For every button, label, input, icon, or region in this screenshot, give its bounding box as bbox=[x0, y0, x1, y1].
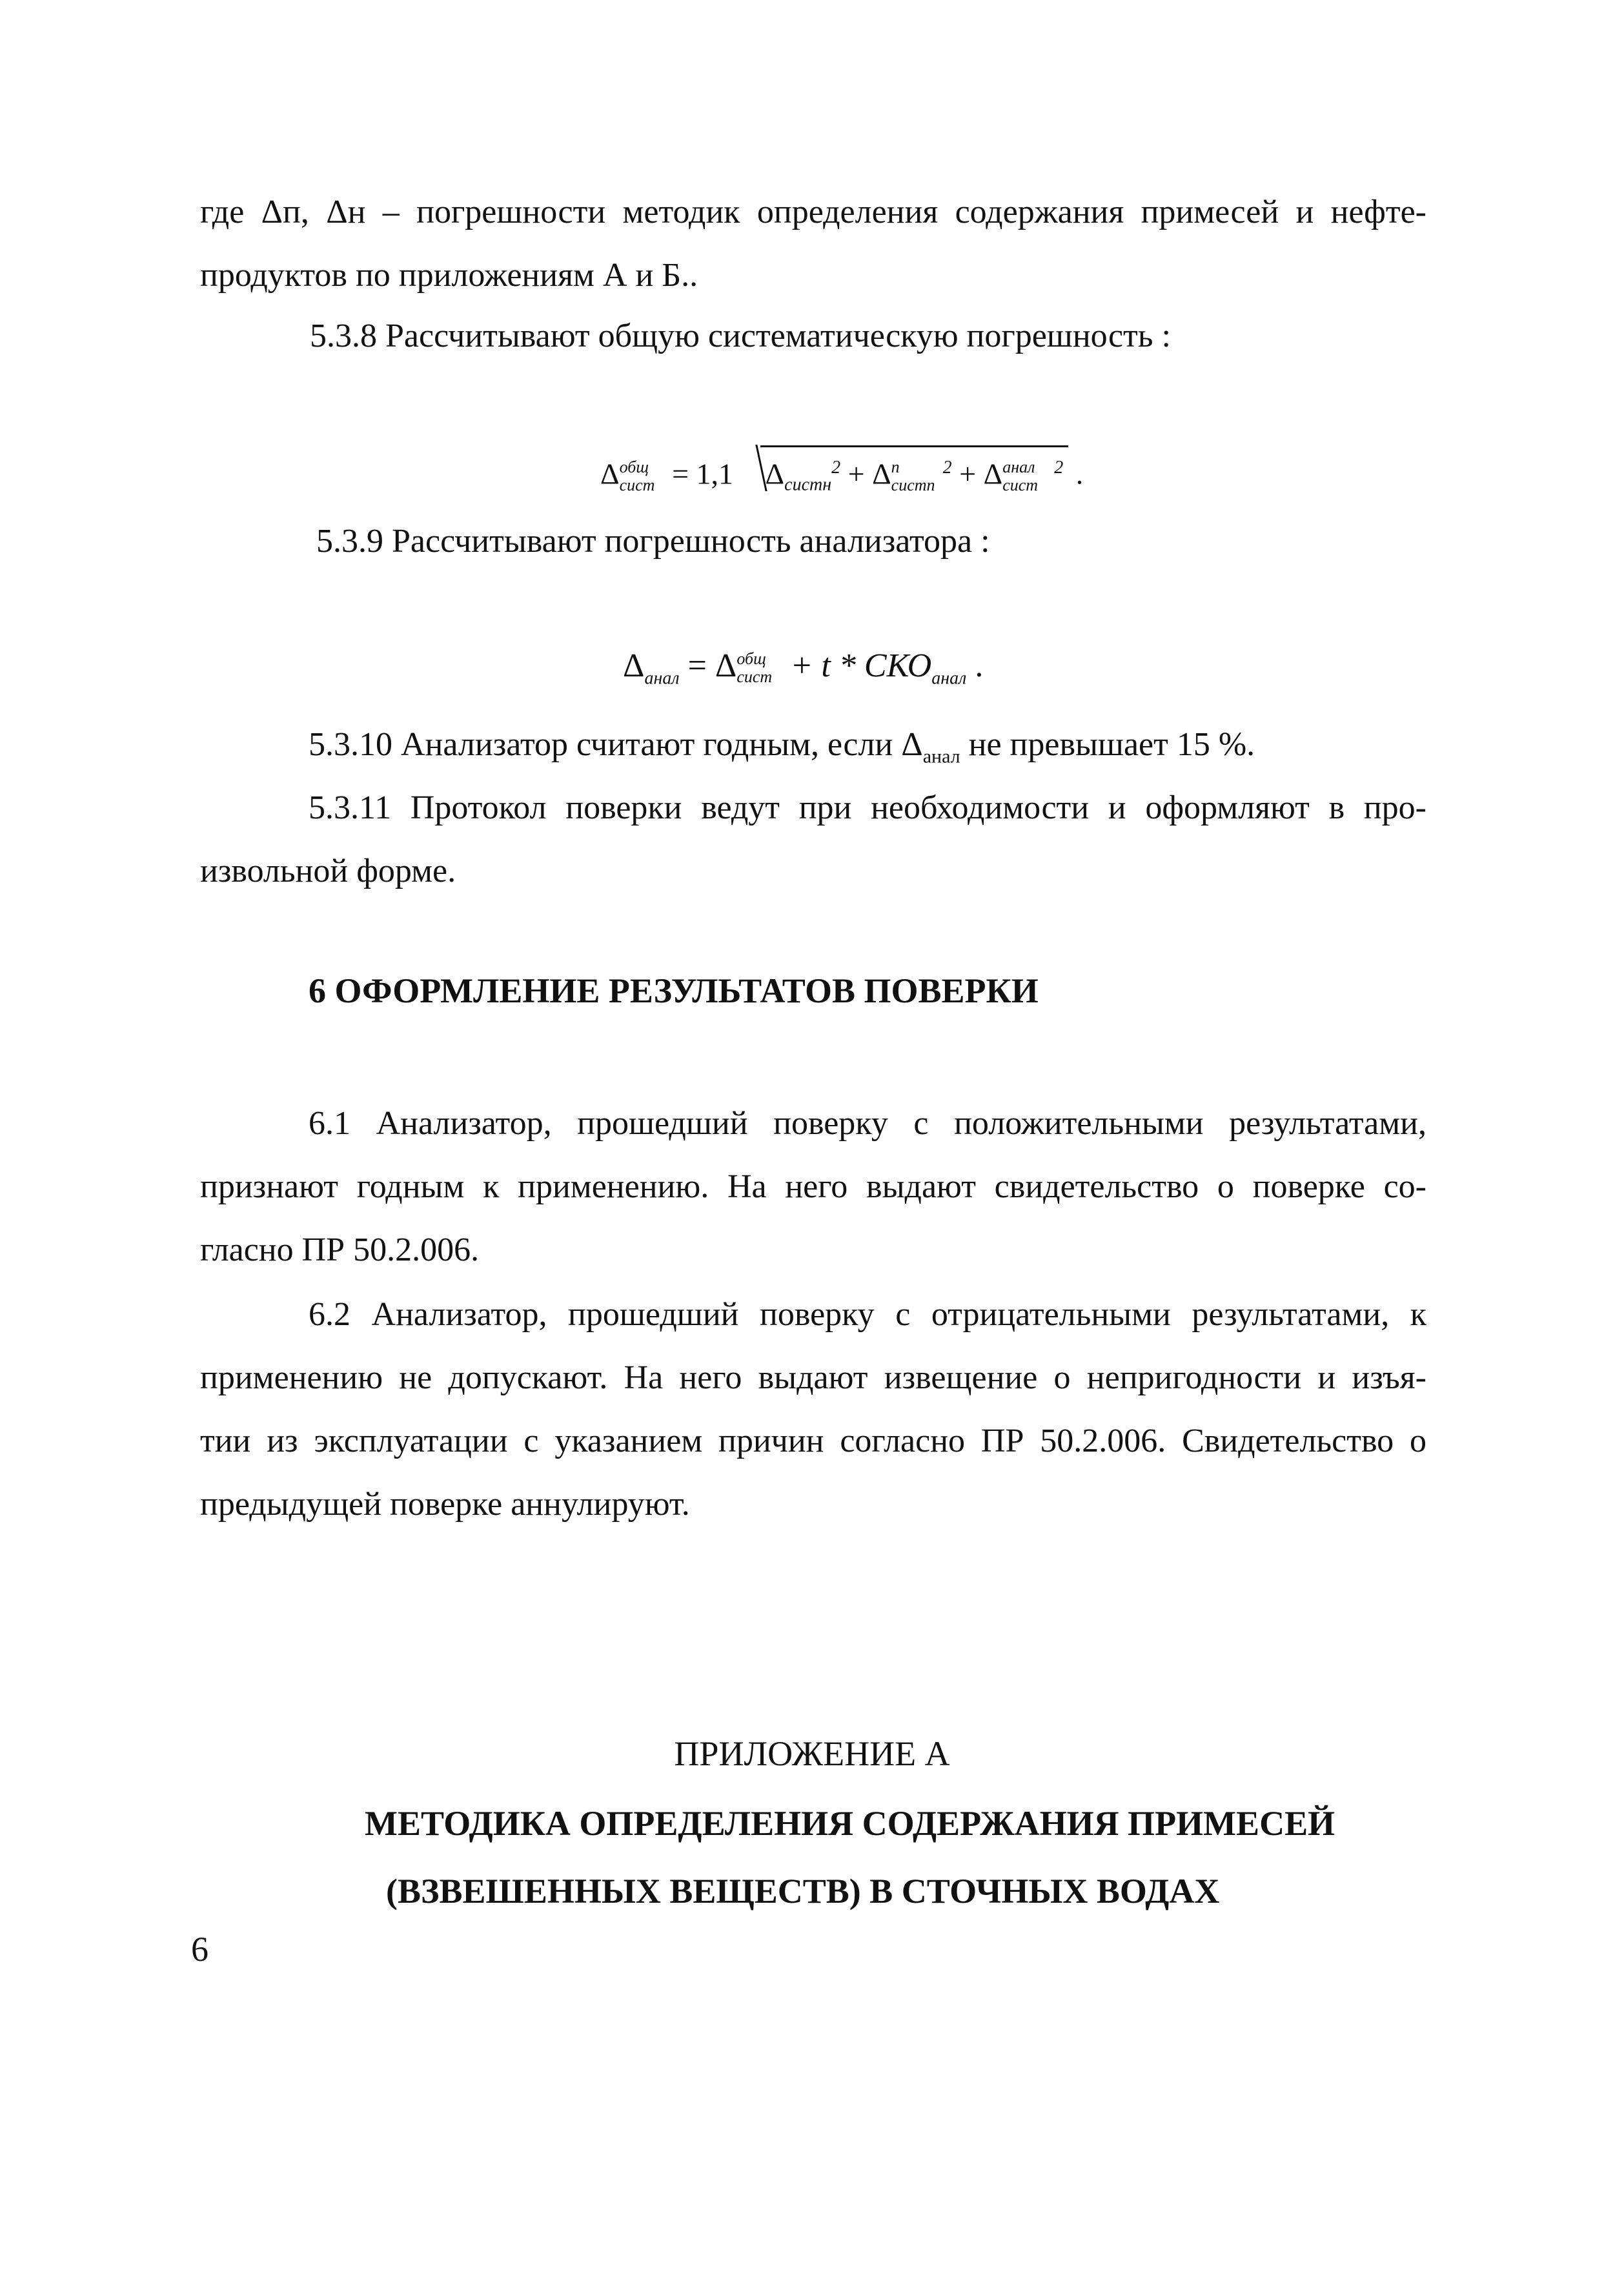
formula-symbol: Δ bbox=[623, 647, 645, 684]
text-line: 6.1 Анализатор, прошедший поверку с положительными результатами, bbox=[309, 1105, 1426, 1142]
text-line: признают годным к применению. На него выдают свидетельство о поверке со- bbox=[200, 1168, 1426, 1205]
text-line: применению не допускают. На него выдают извещение о непригодности и изъя- bbox=[200, 1359, 1426, 1396]
formula-sup: общ bbox=[619, 457, 649, 476]
formula-end: . bbox=[975, 647, 984, 684]
text-line: гласно ПР 50.2.006. bbox=[200, 1231, 480, 1268]
formula-sub: сист bbox=[1002, 475, 1039, 494]
formula-sqrt bbox=[760, 445, 1069, 505]
formula-sub: анал bbox=[644, 668, 680, 689]
formula-sub: анал bbox=[931, 668, 967, 689]
formula-plus: + bbox=[959, 457, 977, 491]
clause-text: не превышает 15 %. bbox=[960, 726, 1255, 763]
formula-plus: + bbox=[848, 457, 865, 491]
text-line: тии из эксплуатации с указанием причин согласно ПР 50.2.006. Свидетельство о bbox=[200, 1423, 1426, 1459]
appendix-title-line-1: МЕТОДИКА ОПРЕДЕЛЕНИЯ СОДЕРЖАНИЯ ПРИМЕСЕЙ bbox=[365, 1804, 1335, 1843]
page-number: 6 bbox=[191, 1930, 208, 1969]
formula-indices bbox=[891, 458, 943, 496]
appendix-title-line-2: (ВЗВЕШЕННЫХ ВЕЩЕСТВ) В СТОЧНЫХ ВОДАХ bbox=[386, 1872, 1220, 1910]
formula-indices bbox=[620, 458, 665, 496]
clause-5-3-8: 5.3.8 Рассчитывают общую систематическую погрешность : bbox=[310, 318, 1171, 354]
text-line: продуктов по приложениям А и Б.. bbox=[200, 257, 698, 294]
clause-5-3-11 bbox=[200, 776, 1426, 903]
clause-text: 5.3.10 Анализатор считают годным, если Δ bbox=[309, 726, 923, 763]
text-line: 6.2 Анализатор, прошедший поверку с отрицательными результатами, к bbox=[309, 1296, 1426, 1333]
clause-6-1 bbox=[200, 1092, 1426, 1282]
formula-sub: систп bbox=[891, 475, 935, 494]
formula-analyzer-error bbox=[623, 647, 983, 698]
section-6-heading: 6 ОФОРМЛЕНИЕ РЕЗУЛЬТАТОВ ПОВЕРКИ bbox=[309, 971, 1039, 1010]
formula-exp: 2 bbox=[942, 458, 952, 478]
text-line: извольной форме. bbox=[200, 853, 456, 889]
formula-indices bbox=[736, 649, 782, 688]
formula-total-systematic-error bbox=[600, 445, 1083, 505]
text-line: где Δп, Δн – погрешности методик определения содержания примесей и нефте- bbox=[200, 194, 1426, 230]
formula-sup: анал bbox=[1002, 457, 1035, 476]
text-line: предыдущей поверке аннулируют. bbox=[200, 1486, 690, 1523]
clause-6-2 bbox=[200, 1283, 1426, 1536]
formula-sup: общ bbox=[736, 649, 766, 669]
appendix-label: ПРИЛОЖЕНИЕ А bbox=[674, 1734, 950, 1773]
clause-sub: анал bbox=[922, 745, 960, 767]
formula-symbol: Δ bbox=[600, 457, 620, 491]
formula-rest: + t * СКО bbox=[790, 647, 932, 684]
formula-indices bbox=[1002, 458, 1054, 496]
paragraph-deltas bbox=[200, 181, 1426, 307]
formula-exp: 2 bbox=[831, 458, 841, 478]
clause-5-3-9: 5.3.9 Рассчитывают погрешность анализатора : bbox=[316, 523, 990, 560]
formula-end: . bbox=[1075, 457, 1084, 491]
formula-sub: сист bbox=[619, 475, 655, 494]
formula-sub: сист bbox=[736, 667, 773, 687]
formula-equals: = 1,1 bbox=[672, 457, 734, 491]
formula-sub: систн bbox=[784, 474, 832, 495]
formula-symbol: Δ bbox=[872, 457, 891, 491]
formula-sup: п bbox=[891, 457, 900, 476]
formula-symbol: Δ bbox=[983, 457, 1003, 491]
formula-symbol: Δ bbox=[715, 647, 737, 684]
formula-exp: 2 bbox=[1054, 458, 1064, 478]
formula-equals: = bbox=[687, 647, 707, 684]
formula-symbol: Δ bbox=[765, 457, 785, 491]
text-line: 5.3.11 Протокол поверки ведут при необходимости и оформляют в про- bbox=[309, 789, 1426, 826]
